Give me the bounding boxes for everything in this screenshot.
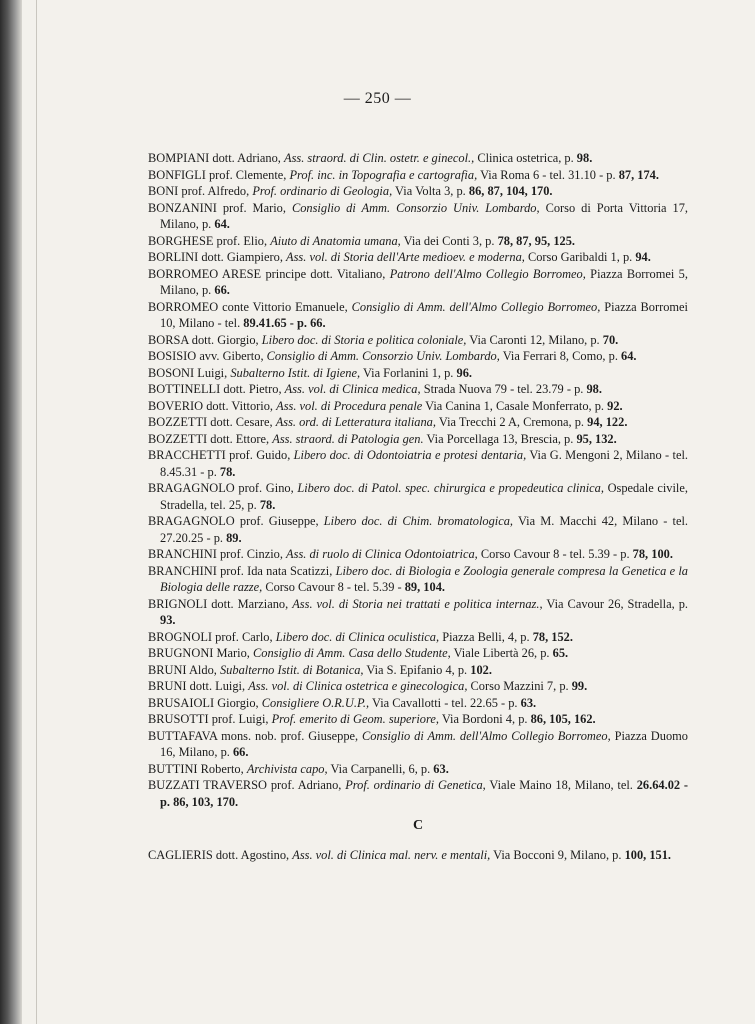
entry-name: dott. Marziano, xyxy=(211,596,289,611)
entry-address: Via Cavour 26, Stradella, p. xyxy=(546,596,689,611)
directory-entry xyxy=(148,447,688,480)
entry-name: Aldo, xyxy=(188,662,217,677)
entry-name: Luigi, xyxy=(197,365,228,380)
entry-pages: 98. xyxy=(586,382,602,396)
entry-role: Consigliere O.R.U.P., xyxy=(261,695,370,710)
entry-pages: 66. xyxy=(232,745,249,759)
entry-role: Prof. ordinario di Geologia, xyxy=(252,184,393,198)
entry-pages: 26.64.02 - p. 86, 103, 170. xyxy=(160,778,689,809)
page-number: — 250 — xyxy=(343,90,412,107)
entry-role: Ass. straord. di Clin. ostetr. e ginecol., xyxy=(284,151,475,165)
entry-role: Subalterno Istit. di Igiene, xyxy=(230,365,361,380)
entry-role: Ass. vol. di Clinica medica, xyxy=(284,382,421,396)
directory-entries xyxy=(148,150,688,863)
directory-entry xyxy=(148,761,688,778)
entry-pages: 64. xyxy=(621,349,637,363)
entry-name: dott. Agostino, xyxy=(215,847,290,862)
entry-surname: BRACCHETTI xyxy=(148,448,226,462)
entry-name: dott. Luigi, xyxy=(189,679,246,693)
entry-name: prof. Ida nata Scatizzi, xyxy=(220,563,333,578)
entry-role: Libero doc. di Storia e politica coloniale, xyxy=(261,332,467,347)
directory-entry xyxy=(148,513,688,546)
directory-entry xyxy=(148,200,688,233)
entry-name: prof. Gino, xyxy=(238,481,294,495)
directory-entry xyxy=(148,249,688,266)
entry-role: Ass. vol. di Procedura penale xyxy=(276,398,423,413)
page-margin-line xyxy=(36,0,37,1024)
entry-pages: 65. xyxy=(552,646,569,660)
entry-pages: 94. xyxy=(635,250,651,264)
entry-role: Prof. emerito di Geom. superiore, xyxy=(271,712,439,726)
directory-entry xyxy=(148,167,688,184)
entry-surname: BOZZETTI xyxy=(148,415,208,429)
entry-address: Via Volta 3, p. xyxy=(395,184,466,198)
entry-role: Consiglio di Amm. dell'Almo Collegio Borromeo, xyxy=(351,299,601,314)
entry-role: Ass. vol. di Clinica mal. nerv. e mentali, xyxy=(292,847,491,862)
entry-name: prof. Cinzio, xyxy=(219,547,283,561)
entry-address: Via Caronti 12, Milano, p. xyxy=(469,332,600,347)
entry-address: Corso Garibaldi 1, p. xyxy=(527,250,633,264)
entry-name: dott. Pietro, xyxy=(223,382,282,396)
entry-surname: BUTTINI xyxy=(148,761,198,776)
directory-entry xyxy=(148,563,688,596)
entry-pages: 78. xyxy=(259,497,276,512)
entry-surname: BUZZATI TRAVERSO xyxy=(148,778,268,792)
entry-name: avv. Giberto, xyxy=(199,349,264,363)
entry-surname: BRUNI xyxy=(148,662,187,677)
entry-address: Clinica ostetrica, p. xyxy=(477,151,574,165)
entry-role: Subalterno Istit. di Botanica, xyxy=(219,662,364,677)
entry-name: prof. Giuseppe, xyxy=(239,514,319,528)
entry-role: Ass. di ruolo di Clinica Odontoiatrica, xyxy=(286,547,478,561)
entry-address: Via M. Macchi 42, Milano - tel. 27.20.25 - p. xyxy=(160,514,688,545)
entry-address: Via S. Epifanio 4, p. xyxy=(366,662,468,677)
entry-address: Viale Maino 18, Milano, tel. xyxy=(489,778,633,792)
entry-name: prof. Carlo, xyxy=(215,629,273,644)
entry-pages: 78, 100. xyxy=(632,547,673,561)
directory-entry xyxy=(148,332,688,349)
directory-entry xyxy=(148,381,688,398)
entry-role: Ass. ord. di Letteratura italiana, xyxy=(275,415,436,429)
entry-list-c xyxy=(148,847,688,864)
entry-pages: 63. xyxy=(520,695,537,710)
directory-entry xyxy=(148,629,688,646)
directory-entry xyxy=(148,847,688,864)
entry-role: Consiglio di Amm. Consorzio Univ. Lombardo, xyxy=(291,200,540,215)
directory-entry xyxy=(148,431,688,448)
entry-pages: 93. xyxy=(160,613,176,627)
entry-pages: 70. xyxy=(602,332,619,347)
book-binding-edge xyxy=(0,0,22,1024)
directory-entry xyxy=(148,365,688,382)
entry-name: dott. Giorgio, xyxy=(191,332,259,347)
entry-role: Ass. vol. di Storia dell'Arte medioev. e moderna, xyxy=(286,250,525,264)
entry-name: dott. Ettore, xyxy=(210,431,270,446)
directory-entry xyxy=(148,546,688,563)
entry-surname: BOZZETTI xyxy=(148,431,208,446)
entry-address: Strada Nuova 79 - tel. 23.79 - p. xyxy=(423,382,584,396)
directory-entry xyxy=(148,480,688,513)
entry-pages: 102. xyxy=(470,662,492,677)
entry-address: Via Bordoni 4, p. xyxy=(441,712,528,726)
entry-surname: BRIGNOLI xyxy=(148,596,208,611)
entry-surname: BRANCHINI xyxy=(148,563,217,578)
entry-pages: 94, 122. xyxy=(587,415,628,429)
directory-entry xyxy=(148,183,688,200)
entry-surname: BOMPIANI xyxy=(148,151,210,165)
entry-surname: BRUSAIOLI xyxy=(148,695,215,710)
entry-pages: 86, 87, 104, 170. xyxy=(468,184,553,198)
directory-entry xyxy=(148,711,688,728)
entry-surname: BORLINI xyxy=(148,250,199,264)
entry-role: Libero doc. di Patol. spec. chirurgica e propedeutica clinica, xyxy=(297,481,604,495)
entry-name: prof. Elio, xyxy=(216,233,268,248)
entry-role: Prof. ordinario di Genetica, xyxy=(345,778,486,792)
entry-pages: 98. xyxy=(576,151,593,165)
entry-name: mons. nob. prof. Giuseppe, xyxy=(221,728,359,743)
entry-address: Via Bocconi 9, Milano, p. xyxy=(493,847,622,862)
directory-entry xyxy=(148,348,688,365)
entry-pages: 86, 105, 162. xyxy=(530,712,596,726)
directory-entry xyxy=(148,728,688,761)
entry-name: dott. Vittorio, xyxy=(206,398,274,413)
entry-pages: 64. xyxy=(214,217,230,231)
entry-pages: 99. xyxy=(571,679,588,693)
entry-role: Prof. inc. in Topografia e cartografia, xyxy=(289,167,478,182)
entry-surname: BOTTINELLI xyxy=(148,382,221,396)
entry-pages: 78, 87, 95, 125. xyxy=(497,233,576,248)
entry-surname: CAGLIERIS xyxy=(148,847,213,862)
entry-name: dott. Cesare, xyxy=(210,415,273,429)
entry-surname: BRUSOTTI xyxy=(148,712,209,726)
entry-address: Via Trecchi 2 A, Cremona, p. xyxy=(438,415,585,429)
entry-surname: BORSA xyxy=(148,332,189,347)
entry-name: dott. Adriano, xyxy=(212,151,281,165)
entry-pages: 87, 174. xyxy=(618,167,659,182)
entry-pages: 89, 104. xyxy=(404,580,445,594)
directory-entry xyxy=(148,777,688,810)
entry-role: Libero doc. di Odontoiatria e protesi dentaria, xyxy=(293,448,527,462)
directory-entry xyxy=(148,645,688,662)
entry-address: Via Forlanini 1, p. xyxy=(362,365,454,380)
entry-role: Consiglio di Amm. Casa dello Studente, xyxy=(253,646,451,660)
entry-role: Libero doc. di Clinica oculistica, xyxy=(275,629,440,644)
entry-address: Corso Cavour 8 - tel. 5.39 - p. xyxy=(480,547,630,561)
entry-name: conte Vittorio Emanuele, xyxy=(222,299,348,314)
entry-role: Archivista capo, xyxy=(246,761,328,776)
entry-address: Via Roma 6 - tel. 31.10 - p. xyxy=(480,167,616,182)
entry-surname: BORGHESE xyxy=(148,233,214,248)
entry-pages: 78. xyxy=(219,464,236,479)
entry-pages: 96. xyxy=(456,365,473,380)
entry-surname: BONI xyxy=(148,184,179,198)
entry-address: Viale Libertà 26, p. xyxy=(453,646,550,660)
entry-surname: BRUNI xyxy=(148,679,187,693)
entry-list-b xyxy=(148,150,688,810)
entry-name: prof. Adriano, xyxy=(270,778,342,792)
entry-pages: 95, 132. xyxy=(576,431,617,446)
entry-address: Piazza Belli, 4, p. xyxy=(442,629,530,644)
entry-address: Corso Mazzini 7, p. xyxy=(470,679,569,693)
entry-role: Libero doc. di Chim. bromatologica, xyxy=(323,514,514,528)
entry-address: Corso di Porta Vittoria 17, Milano, p. xyxy=(160,200,688,231)
entry-surname: BONFIGLI xyxy=(148,167,206,182)
directory-entry xyxy=(148,233,688,250)
entry-address: Ospedale civile, Stradella, tel. 25, p. xyxy=(160,481,688,512)
entry-surname: BROGNOLI xyxy=(148,629,213,644)
entry-surname: BOSONI xyxy=(148,365,195,380)
entry-role: Consiglio di Amm. Consorzio Univ. Lombardo, xyxy=(266,349,500,363)
entry-name: principe dott. Vitaliano, xyxy=(265,266,386,281)
entry-name: prof. Luigi, xyxy=(211,712,269,726)
entry-address: Via Porcellaga 13, Brescia, p. xyxy=(426,431,574,446)
directory-entry xyxy=(148,398,688,415)
entry-address: Piazza Borromei 10, Milano - tel. xyxy=(160,299,688,330)
entry-surname: BORROMEO ARESE xyxy=(148,266,262,281)
directory-entry xyxy=(148,266,688,299)
entry-address: Piazza Borromei 5, Milano, p. xyxy=(160,266,688,297)
entry-role: Consiglio di Amm. dell'Almo Collegio Borromeo, xyxy=(362,728,611,743)
entry-role: Aiuto di Anatomia umana, xyxy=(270,233,401,248)
directory-entry xyxy=(148,414,688,431)
entry-name: prof. Clemente, xyxy=(208,167,287,182)
entry-address: Via Carpanelli, 6, p. xyxy=(330,761,431,776)
entry-pages: 78, 152. xyxy=(532,629,573,644)
entry-name: Roberto, xyxy=(200,761,244,776)
entry-address: Via Canina 1, Casale Monferrato, p. xyxy=(425,398,605,413)
entry-role: Ass. straord. di Patologia gen. xyxy=(272,431,424,446)
directory-entry xyxy=(148,662,688,679)
entry-pages: 92. xyxy=(607,398,623,413)
entry-name: Mario, xyxy=(216,646,250,660)
entry-address: Via dei Conti 3, p. xyxy=(403,233,495,248)
directory-entry xyxy=(148,150,688,167)
entry-address: Piazza Duomo 16, Milano, p. xyxy=(160,728,688,759)
entry-pages: 66. xyxy=(214,283,230,297)
entry-address: Corso Cavour 8 - tel. 5.39 - xyxy=(265,580,402,594)
entry-pages: 100, 151. xyxy=(624,847,672,862)
entry-name: Giorgio, xyxy=(217,695,259,710)
entry-address: Via G. Mengoni 2, Milano - tel. 8.45.31 - p. xyxy=(160,448,688,479)
section-letter: C xyxy=(412,818,424,833)
entry-name: prof. Alfredo, xyxy=(181,184,250,198)
entry-name: prof. Guido, xyxy=(229,448,291,462)
entry-role: Libero doc. di Biologia e Zoologia generale compresa la Genetica e la Biologia delle razze, xyxy=(160,563,688,594)
entry-role: Ass. vol. di Storia nei trattati e politica internaz., xyxy=(292,596,543,611)
entry-surname: BRAGAGNOLO xyxy=(148,481,235,495)
directory-entry xyxy=(148,299,688,332)
entry-role: Patrono dell'Almo Collegio Borromeo, xyxy=(389,266,586,281)
entry-name: dott. Giampiero, xyxy=(201,250,283,264)
entry-surname: BRAGAGNOLO xyxy=(148,514,235,528)
entry-address: Via Cavallotti - tel. 22.65 - p. xyxy=(372,695,518,710)
entry-pages: 89. xyxy=(226,530,242,545)
directory-entry xyxy=(148,596,688,629)
entry-name: prof. Mario, xyxy=(222,200,286,215)
entry-surname: BRANCHINI xyxy=(148,547,217,561)
entry-role: Ass. vol. di Clinica ostetrica e ginecologica, xyxy=(248,679,468,693)
entry-surname: BUTTAFAVA xyxy=(148,728,218,743)
entry-surname: BONZANINI xyxy=(148,200,217,215)
entry-surname: BORROMEO xyxy=(148,299,219,314)
entry-pages: 63. xyxy=(433,761,449,776)
entry-pages: 89.41.65 - p. 66. xyxy=(243,316,326,330)
directory-entry xyxy=(148,678,688,695)
entry-address: Via Ferrari 8, Como, p. xyxy=(502,349,618,363)
entry-surname: BOVERIO xyxy=(148,398,204,413)
entry-surname: BRUGNONI xyxy=(148,646,214,660)
directory-entry xyxy=(148,695,688,712)
entry-surname: BOSISIO xyxy=(148,349,197,363)
